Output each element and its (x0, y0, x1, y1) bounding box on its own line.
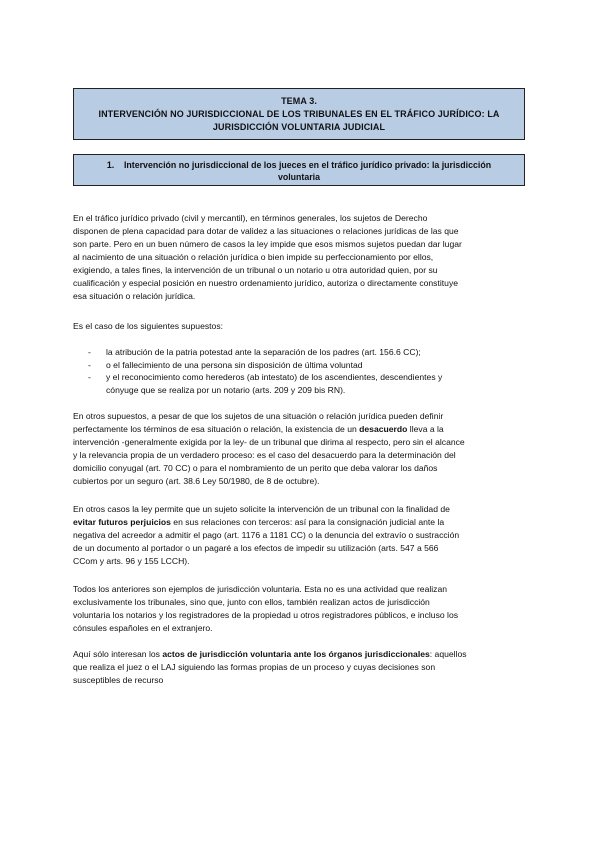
section-heading-line-2: voluntaria (277, 172, 321, 182)
list-item-text: o el fallecimiento de una persona sin disposición de última voluntad (106, 359, 363, 370)
paragraph-line: exigiendo, a tales fines, la intervención de un tribunal o un notario u otra autoridad quien, por su (73, 265, 438, 275)
paragraph-line: que realiza el juez o el LAJ siguiendo las formas propias de un proceso y cuyas decisiones son (73, 662, 436, 672)
list-item (88, 346, 528, 359)
list-item (88, 371, 528, 396)
paragraph-line: de un documento al portador o un pagaré a los efectos de impedir su utilización (arts. 547 a 566 (73, 543, 439, 553)
cases-list (88, 346, 528, 396)
paragraph-line: son parte. Pero en un buen número de casos la ley impide que esos mismos sujetos puedan dar lugar (73, 239, 462, 249)
list-dash: - (88, 347, 91, 357)
paragraph-line: susceptibles de recurso (73, 675, 164, 685)
paragraph-4 (73, 503, 533, 568)
list-dash: - (88, 372, 91, 382)
paragraph-line: y la relevancia propia de un verdadero proceso: es el caso del desacuerdo para la determinación del (73, 450, 456, 460)
paragraph-text: perfectamente los términos de esa situación o relación, la existencia de un (73, 424, 360, 434)
paragraph-line: En otros supuestos, a pesar de que los sujetos de una situación o relación jurídica pueden definir (73, 411, 444, 421)
paragraph-line: disponen de plena capacidad para dotar de validez a las situaciones o relaciones jurídicas de las que (73, 226, 459, 236)
paragraph-line: cónsules españoles en el extranjero. (73, 623, 213, 633)
list-item-text: cónyuge que se realiza por un notario (arts. 209 y 209 bis RN). (106, 384, 346, 395)
paragraph-line: Todos los anteriores son ejemplos de jurisdicción voluntaria. Esta no es una actividad que realizan (73, 584, 448, 594)
emphasis-desacuerdo: desacuerdo (359, 424, 408, 434)
paragraph-line (73, 516, 533, 529)
paragraph-3 (73, 410, 533, 488)
section-heading-box (73, 154, 525, 186)
paragraph-line: Es el caso de los siguientes supuestos: (73, 321, 224, 331)
paragraph-text: lleva a la (407, 424, 444, 434)
paragraph-line: domicilio conyugal (art. 70 CC) o para el nombramiento de un perito que deba valorar los daños (73, 463, 438, 473)
paragraph-line: esa situación o relación jurídica. (73, 291, 196, 301)
document-title-box (73, 88, 525, 140)
paragraph-line: En el tráfico jurídico privado (civil y mercantil), en términos generales, los sujetos de Derecho (73, 213, 428, 223)
paragraph-line (73, 648, 533, 661)
paragraph-line: al nacimiento de una situación o relación jurídica o bien impide su perfeccionamiento por ellos, (73, 252, 434, 262)
paragraph-6 (73, 648, 533, 687)
paragraph-line: En otros casos la ley permite que un sujeto solicite la intervención de un tribunal con la finalidad de (73, 504, 450, 514)
list-item (88, 359, 528, 372)
paragraph-line: exclusivamente los tribunales, sino que, junto con ellos, también realizan actos de jurisdicción (73, 597, 430, 607)
paragraph-text: : aquellos (429, 649, 467, 659)
paragraph-text: Aquí sólo interesan los (73, 649, 163, 659)
title-line-2: INTERVENCIÓN NO JURISDICCIONAL DE LOS TRIBUNALES EN EL TRÁFICO JURÍDICO: LA (98, 109, 500, 119)
paragraph-line: intervención -generalmente exigida por la ley- de un tribunal que dirima al respecto, pero sin el alcance (73, 437, 465, 447)
paragraph-line: CCom y arts. 96 y 155 LCCH). (73, 556, 190, 566)
paragraph-2 (73, 320, 533, 333)
paragraph-line (73, 423, 533, 436)
title-line-3: JURISDICCIÓN VOLUNTARIA JUDICIAL (212, 122, 386, 132)
paragraph-1 (73, 212, 533, 303)
emphasis-actos-jurisdiccion: actos de jurisdicción voluntaria ante los órganos jurisdiccionales (162, 649, 430, 659)
title-line-1: TEMA 3. (281, 96, 317, 106)
paragraph-5 (73, 583, 533, 635)
paragraph-line: cubiertos por un seguro (art. 38.6 Ley 50/1980, de 8 de octubre). (73, 476, 320, 486)
list-dash: - (88, 359, 91, 370)
paragraph-line: cualificación y especial posición en nuestro ordenamiento jurídico, autoriza o directamente constituye (73, 278, 459, 288)
list-item-text: la atribución de la patria potestad ante la separación de los padres (art. 156.6 CC); (106, 347, 421, 357)
section-heading-line-1: 1. Intervención no jurisdiccional de los jueces en el tráfico jurídico privado: la jurisdicción (106, 160, 492, 170)
paragraph-text: en sus relaciones con terceros: así para la consignación judicial ante la (170, 517, 445, 527)
paragraph-line: voluntaria los notarios y los registradores de la propiedad u otros registradores públicos, e incluso los (73, 610, 459, 620)
paragraph-line: negativa del acreedor a admitir el pago (art. 1176 a 1181 CC) o la denuncia del extravío o sustracción (73, 530, 460, 540)
emphasis-evitar-perjuicios: evitar futuros perjuicios (73, 517, 171, 527)
list-item-text: y el reconocimiento como herederos (ab intestato) de los ascendientes, descendientes y (106, 372, 443, 382)
